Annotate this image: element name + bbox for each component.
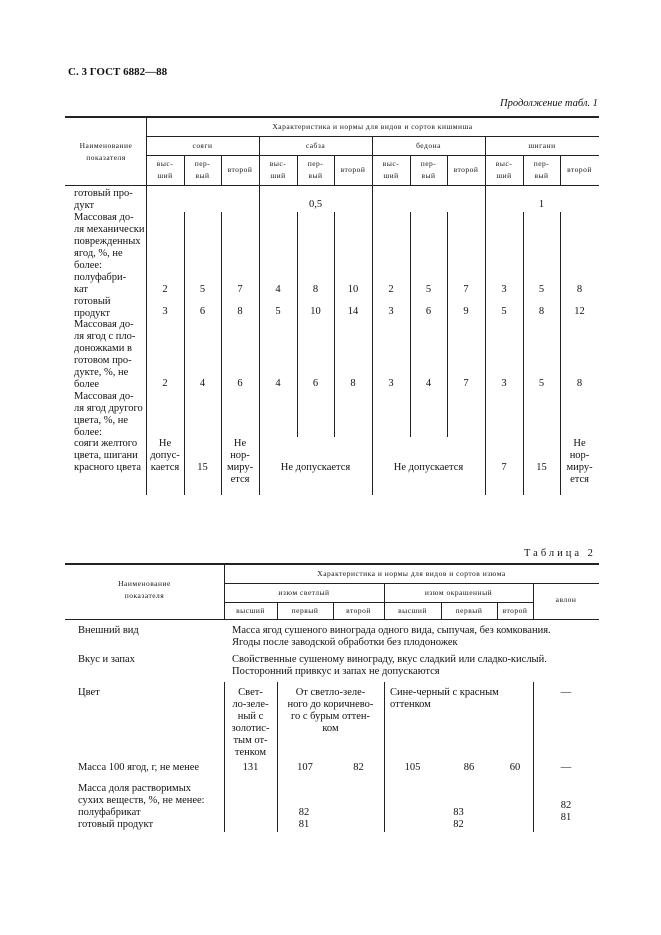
t1-cell: 8 — [312, 284, 319, 295]
t1-cell: 8 — [538, 306, 545, 317]
t1-cell: 6 — [312, 378, 319, 389]
t1-cell: 2 — [162, 284, 168, 295]
t1-cell: Не допускается — [280, 462, 351, 473]
t1-cell: 5 — [538, 378, 545, 389]
t1-row-label: сояги желтого цвета, шигани красного цвета — [74, 438, 142, 473]
t2-cell: — — [560, 762, 572, 773]
t2-cell: 105 — [404, 762, 421, 773]
t1-cell: 9 — [463, 306, 469, 317]
t1-cell: 6 — [425, 306, 432, 317]
t1-cell: 10 — [310, 306, 321, 317]
table-2-caption: Таблица 2 — [524, 548, 596, 559]
t1-grade-header: выс- ший — [495, 159, 513, 180]
t1-cell: 2 — [388, 284, 394, 295]
t1-cell: 15 — [197, 462, 208, 473]
t2-indicator-header: Наименование показателя — [118, 579, 171, 600]
t1-cell: 6 — [199, 306, 206, 317]
t1-cell: Не допускается — [393, 462, 464, 473]
t1-cell: 5 — [275, 306, 281, 317]
t1-cell: Не нор- миру- ется — [566, 438, 593, 485]
t1-cell: 5 — [425, 284, 432, 295]
t1-cell: 4 — [275, 284, 281, 295]
t1-grade-header: второй — [340, 165, 366, 174]
t2-row-label: Внешний вид — [78, 625, 139, 636]
t2-grade-header: первый — [291, 606, 319, 615]
t2-grade-header: второй — [502, 606, 528, 615]
t1-grade-header: пер- вый — [194, 159, 211, 180]
t1-group-sabza: сабза — [305, 141, 326, 150]
t1-cell: 8 — [350, 378, 356, 389]
t1-grade-header: второй — [567, 165, 592, 174]
t1-grade-header: выс- ший — [382, 159, 400, 180]
t1-group-bedona: бедона — [416, 141, 441, 150]
t1-cell: 7 — [237, 284, 243, 295]
t1-cell: 7 — [501, 462, 507, 473]
t2-cell: 82 81 — [560, 800, 572, 823]
t1-cell: 4 — [275, 378, 281, 389]
t1-row-label: готовый продукт — [74, 296, 111, 319]
t2-group-light: изюм светлый — [278, 588, 330, 597]
t2-row-label: Цвет — [78, 687, 100, 698]
t1-grade-header: пер- вый — [307, 159, 324, 180]
t1-cell: 8 — [576, 378, 583, 389]
t2-cell: 82 — [353, 762, 364, 773]
t1-row-label: Массовая до- ля ягод другого цвета, %, не более: — [74, 391, 143, 438]
t2-grade-header: высший — [398, 606, 427, 615]
t1-cell: 14 — [347, 306, 359, 317]
t1-grade-header: пер- вый — [533, 159, 550, 180]
t2-cell: 83 82 — [453, 807, 464, 830]
t2-main-header: Характеристика и нормы для видов и сортов изюма — [317, 569, 506, 578]
t1-row-label: Массовая до- ля ягод с пло- доножками в готовом про- дукте, %, не более — [74, 319, 136, 390]
t2-cell: 86 — [463, 762, 475, 773]
t1-cell: 8 — [237, 306, 243, 317]
t2-row-text: Масса ягод сушеного винограда одного вида, сыпучая, без комкования. Ягоды после заводской обработки без плодоножек — [232, 625, 551, 648]
t1-cell: 7 — [463, 378, 469, 389]
t1-grade-header: второй — [227, 165, 253, 174]
t1-cell: 3 — [388, 378, 394, 389]
t1-cell: Не нор- миру- ется — [226, 438, 254, 485]
t2-group-avlon: авлон — [555, 595, 577, 604]
t2-cell: 107 — [297, 762, 313, 773]
t1-indicator-header: Наименование показателя — [79, 141, 133, 162]
t1-cell: Не допус- кается — [150, 438, 180, 473]
t1-main-header: Характеристика и нормы для видов и сортов кишмиша — [272, 122, 473, 131]
t1-cell: 0,5 — [308, 199, 323, 210]
t1-cell: 3 — [501, 284, 507, 295]
page-header: С. 3 ГОСТ 6882—88 — [68, 66, 168, 78]
t2-group-colored: изюм окрашенный — [424, 588, 493, 597]
t1-cell: 1 — [538, 199, 545, 210]
t1-row-label: готовый про- дукт — [74, 188, 133, 211]
t2-row-text: Свойственные сушеному винограду, вкус сладкий или сладко-кислый. Посторонний привкус и запах не допускаются — [232, 654, 547, 677]
t1-cell: 7 — [463, 284, 469, 295]
t1-cell: 2 — [162, 378, 168, 389]
t1-cell: 6 — [237, 378, 243, 389]
t1-cell: 4 — [425, 378, 432, 389]
t1-group-shigani: шигани — [528, 141, 556, 150]
t2-cell: Свет- ло-зеле- ный с золотис- тым от- тенком — [231, 687, 270, 758]
t1-row-label: Массовая до- ля механически поврежденных ягод, %, не более: — [74, 212, 145, 271]
t1-grade-header: выс- ший — [156, 159, 174, 180]
continuation-label: Продолжение табл. 1 — [500, 98, 598, 109]
t2-cell: 82 81 — [298, 807, 310, 830]
t2-cell: 131 — [242, 762, 259, 773]
t2-cell: Сине-черный с красным оттенком — [390, 687, 499, 710]
t1-cell: 10 — [347, 284, 359, 295]
t1-cell: 5 — [538, 284, 545, 295]
t2-grade-header: первый — [455, 606, 483, 615]
t1-grade-header: пер- вый — [420, 159, 437, 180]
t2-cell: 60 — [509, 762, 521, 773]
t2-cell: От светло-зеле- ного до коричнево- го с бурым оттен- ком — [287, 687, 374, 734]
t2-cell: — — [560, 687, 572, 698]
t1-cell: 15 — [536, 462, 547, 473]
t1-cell: 5 — [199, 284, 206, 295]
t2-grade-header: второй — [346, 606, 371, 615]
t2-row-label: Масса 100 ягод, г, не менее — [78, 762, 200, 773]
t1-cell: 3 — [501, 378, 507, 389]
t1-cell: 12 — [574, 306, 585, 317]
t1-row-label: полуфабри- кат — [74, 272, 127, 295]
t1-grade-header: выс- ший — [269, 159, 287, 180]
t1-group-soyagi: сояги — [192, 141, 213, 150]
t1-cell: 8 — [576, 284, 583, 295]
t1-cell: 5 — [501, 306, 507, 317]
t2-row-label: Вкус и запах — [78, 654, 135, 665]
t1-cell: 4 — [199, 378, 206, 389]
t1-cell: 3 — [388, 306, 394, 317]
t1-cell: 3 — [162, 306, 168, 317]
t2-grade-header: высший — [236, 606, 265, 615]
t2-row-label: Масса доля растворимых сухих веществ, %, не менее: полуфабрикат готовый продукт — [78, 783, 205, 830]
t1-grade-header: второй — [453, 165, 479, 174]
